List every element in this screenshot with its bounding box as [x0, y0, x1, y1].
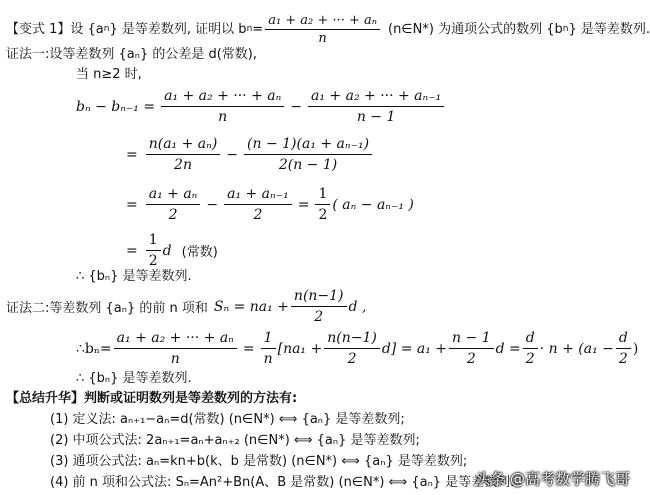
proof1-frac2: $\frac{\text{a₁ + a₂ + ··· + aₙ₋₁}}{n - 1}$: [308, 88, 444, 125]
proof2-after-g5: · n + (a₁ −: [539, 340, 614, 357]
summary-item-4: (4) 前 n 项和公式法: Sₙ=An²+Bn(A、B 是常数) (n∈N*) ⟺ {aₙ} 是等差数列.: [50, 475, 515, 490]
summary-item-1: (1) 定义法: aₙ₊₁−aₙ=d(常数) (n∈N*) ⟺ {aₙ} 是等差数列;: [50, 412, 405, 427]
problem-text-1c: =: [252, 22, 264, 37]
proof1-eq3: =: [126, 196, 138, 213]
proof2-after-g4: d =: [495, 340, 521, 357]
proof1-step1: [76, 88, 446, 125]
watermark: 头条 @高考数学腾飞哥: [475, 470, 630, 488]
problem-text-2: (n∈N*) 为通项公式的数列 {b: [388, 22, 563, 37]
summary-item-2: (2) 中项公式法: 2aₙ₊₁=aₙ+aₙ₊₂ (n∈N*) ⟺ {aₙ} 是等差数列;: [50, 433, 420, 448]
proof1-frac1: $\frac{\text{a₁ + a₂ + ··· + aₙ}}{n}$: [161, 88, 284, 125]
proof1-line2: 当 n≥2 时,: [76, 67, 142, 82]
proof1-frac4: $\frac{\text{(n − 1)(a₁ + aₙ₋₁)}}{2(n - 1)}$: [244, 136, 372, 173]
proof2-sn: Sₙ = na₁ +: [213, 298, 289, 315]
proof1-d: d: [162, 242, 172, 259]
problem-statement: 【变式 1】 设 {a n } 是等差数列, 证明以 b n = $\frac{\text{a₁ + a₂ + ··· + aₙ}}{n}$ (n∈N*) 为通项公式的数列 {b n } 是等差数列.: [6, 13, 650, 46]
proof2-g4: $\frac{n - 1}{2}$: [449, 330, 494, 367]
proof1-step4: [126, 232, 218, 269]
proof1-half: $\frac{1}{2}$: [315, 186, 330, 223]
proof1-frac5: $\frac{\text{a₁ + aₙ}}{2}$: [146, 186, 201, 223]
proof1-conclusion: ∴ {bₙ} 是等差数列.: [76, 269, 192, 284]
proof1-label-line: [6, 48, 257, 61]
proof2-sn-tail: d ,: [348, 298, 367, 315]
proof1-step2: [126, 136, 374, 173]
proof2-g2: $\frac{1}{n}$: [261, 330, 276, 367]
proof2-text: 等差数列 {aₙ} 的前 n 项和: [49, 301, 208, 316]
proof1-frac6: $\frac{\text{a₁ + aₙ₋₁}}{2}$: [224, 186, 292, 223]
problem-fraction: $\frac{\text{a₁ + a₂ + ··· + aₙ}}{n}$: [265, 14, 380, 45]
proof2-close: ): [632, 340, 639, 357]
proof1-lhs: bₙ − bₙ₋₁ =: [76, 98, 156, 115]
proof1-label: 证法一:: [6, 47, 50, 62]
proof2-g6: $\frac{d}{2}$: [616, 330, 631, 367]
proof1-half2: $\frac{1}{2}$: [146, 232, 161, 269]
proof2-eq1: =: [242, 340, 255, 357]
proof2-sn-frac: $\frac{n(n-1)}{2}$: [291, 288, 347, 325]
proof1-eq3b: =: [297, 196, 310, 213]
proof2-b-lhs: ∴bₙ=: [76, 340, 112, 357]
proof1-paren: ( aₙ − aₙ₋₁ ): [332, 196, 414, 213]
proof1-eq2: =: [126, 146, 138, 163]
proof2-g1: $\frac{\text{a₁ + a₂ + ··· + aₙ}}{n}$: [114, 330, 237, 367]
proof2-line2: [76, 330, 638, 367]
proof2-bracket-open: [na₁ +: [277, 340, 323, 357]
proof2-conclusion: ∴ {bₙ} 是等差数列.: [76, 371, 192, 386]
proof2-label: 证法二:: [6, 301, 50, 316]
summary-title: 【总结升华】判断或证明数列是等差数列的方法有:: [6, 391, 298, 406]
proof2-g5: $\frac{d}{2}$: [523, 330, 538, 367]
problem-tag: 【变式 1】: [6, 22, 71, 37]
problem-text-1: 设 {a: [70, 22, 104, 37]
proof1-minus1: −: [290, 98, 303, 115]
proof1-step3: [126, 186, 414, 223]
proof2-line1: [6, 288, 366, 325]
summary-item-3: (3) 通项公式法: aₙ=kn+b(k、b 是常数) (n∈N*) ⟺ {aₙ} 是等差数列;: [50, 454, 468, 469]
proof1-minus2: −: [226, 146, 239, 163]
proof2-g3: $\frac{n(n-1)}{2}$: [324, 330, 380, 367]
problem-text-2b: } 是等差数列.: [568, 22, 650, 37]
proof1-const: (常数): [181, 245, 218, 260]
proof1-line1: 设等差数列 {aₙ} 的公差是 d(常数),: [49, 47, 258, 62]
problem-text-1b: } 是等差数列, 证明以 b: [109, 22, 247, 37]
proof1-frac3: $\frac{\text{n(a₁ + aₙ)}}{2n}$: [146, 136, 221, 173]
proof1-eq4: =: [126, 242, 138, 259]
proof1-minus3: −: [206, 196, 219, 213]
proof2-bracket-close: d] = a₁ +: [381, 340, 448, 357]
